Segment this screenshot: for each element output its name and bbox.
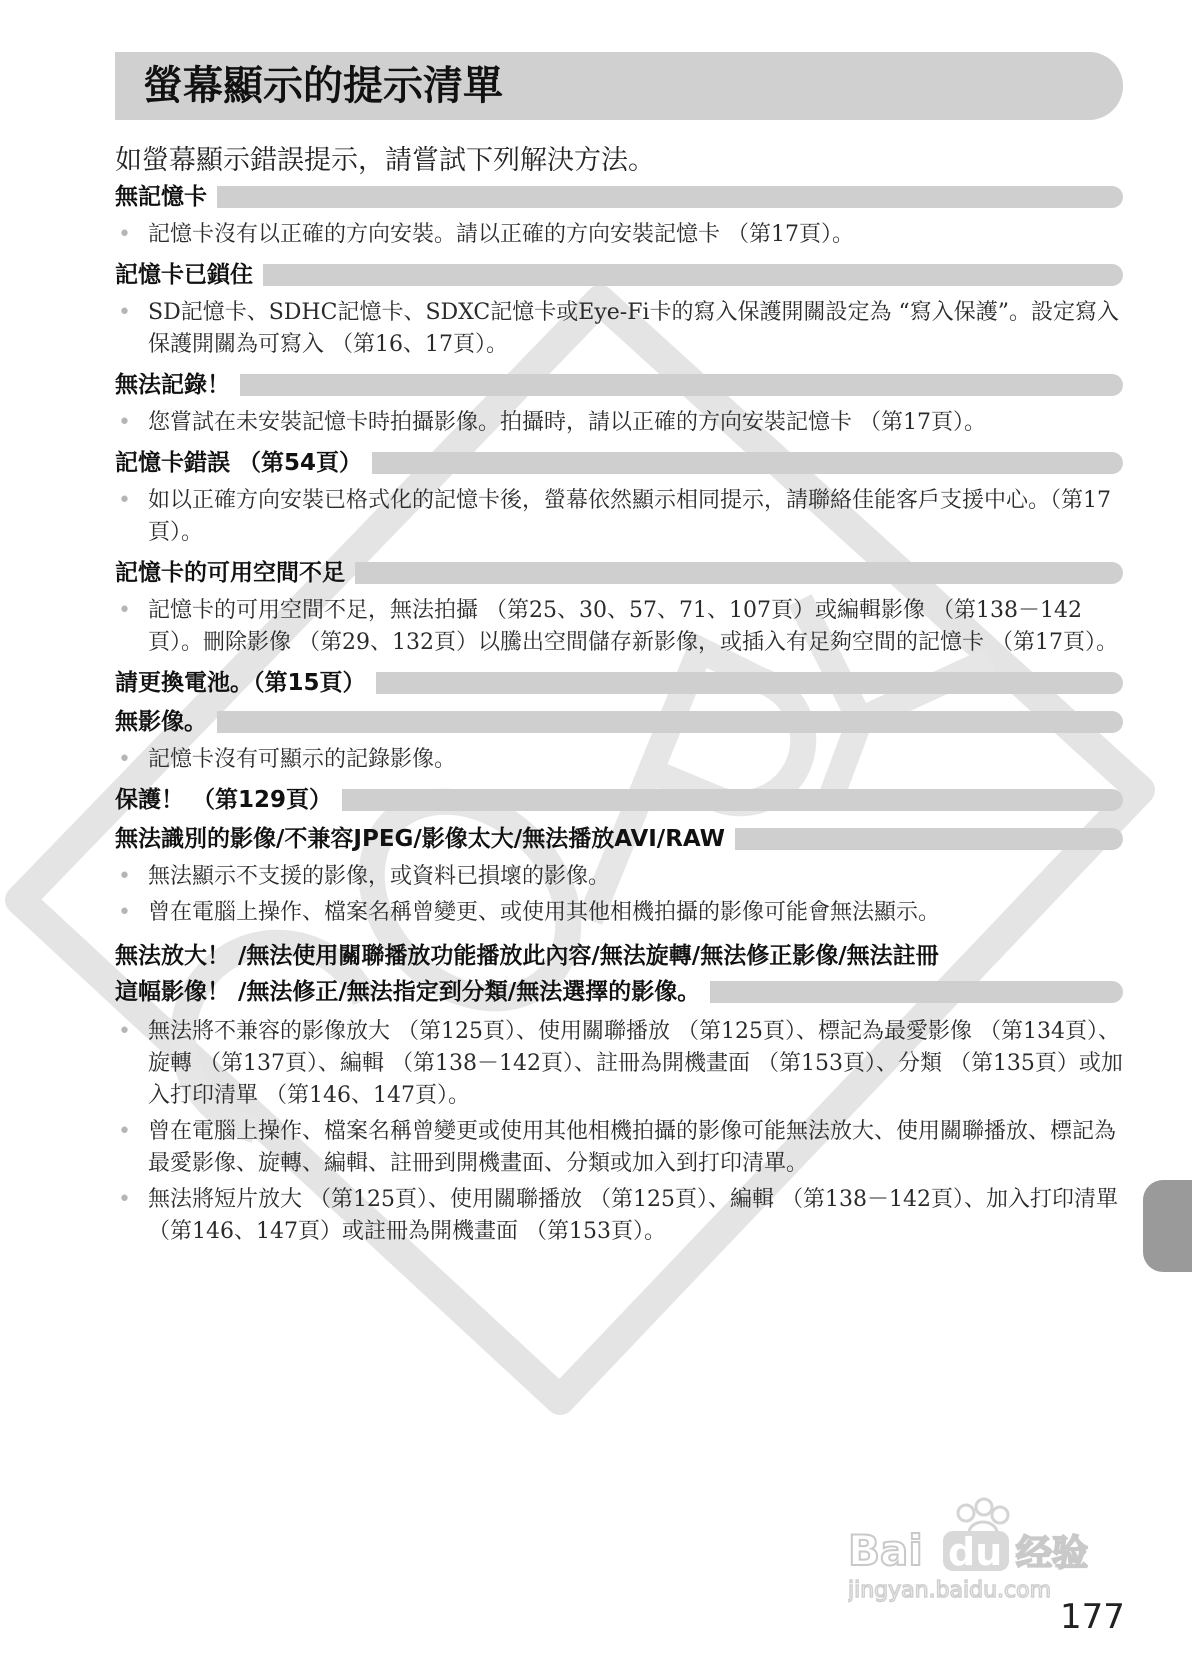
section-heading-line2: 這幅影像！ /無法修正/無法指定到分類/無法選擇的影像。 [115, 979, 701, 1005]
section-heading-bar [376, 672, 1123, 694]
section-heading-bar [217, 711, 1123, 733]
section-heading: 保護！ （第129頁） [115, 787, 333, 813]
bullet-dot-icon: • [118, 598, 131, 623]
section-heading: 無記憶卡 [115, 184, 207, 210]
page-title: 螢幕顯示的提示清單 [143, 63, 503, 109]
section-list [115, 182, 1123, 929]
section-heading-row [115, 448, 1123, 478]
section-heading-row [115, 824, 1123, 854]
svg-text:du: du [948, 1530, 1003, 1574]
section [115, 558, 1123, 659]
bullet-text: 記憶卡沒有可顯示的記錄影像。 [148, 747, 457, 772]
section-heading-bar [355, 562, 1123, 584]
bullet-text: 無法將短片放大 （第125頁）、使用關聯播放 （第125頁）、編輯 （第138－142頁）、加入打印清單 （第146、147頁）或註冊為開機畫面 （第153頁）。 [148, 1187, 1118, 1244]
bullet-list [115, 744, 1123, 776]
bullet-dot-icon: • [118, 864, 131, 889]
bullet-text: 無法顯示不支援的影像，或資料已損壞的影像。 [148, 864, 611, 889]
section-heading-row [115, 558, 1123, 588]
bullet-dot-icon: • [118, 300, 131, 325]
intro-text: 如螢幕顯示錯誤提示，請嘗試下列解決方法。 [115, 145, 655, 176]
section [115, 824, 1123, 929]
bullet-item [115, 219, 1123, 251]
section-heading-row [115, 668, 1123, 698]
bullet-dot-icon: • [118, 1019, 131, 1044]
bullet-text: 曾在電腦上操作、檔案名稱曾變更、或使用其他相機拍攝的影像可能會無法顯示。 [148, 900, 941, 925]
section [115, 785, 1123, 815]
section [115, 668, 1123, 698]
thumb-index-tab [1143, 1180, 1192, 1272]
section-heading-line1: 無法放大！ /無法使用關聯播放功能播放此內容/無法旋轉/無法修正影像/無法註冊 [115, 943, 939, 969]
section-heading-row [115, 370, 1123, 400]
section-heading-bar [710, 981, 1123, 1003]
section-heading-bar [372, 452, 1123, 474]
bullet-list [115, 861, 1123, 929]
section-heading-bar [342, 789, 1123, 811]
section-heading-row [115, 707, 1123, 737]
sections-container [115, 182, 1123, 1257]
bullet-text: SD記憶卡、SDHC記憶卡、SDXC記憶卡或Eye-Fi卡的寫入保護開關設定為 “寫入保護”。設定寫入保護開關為可寫入 （第16、17頁）。 [148, 300, 1119, 357]
bullet-text: 無法將不兼容的影像放大 （第125頁）、使用關聯播放 （第125頁）、標記為最愛影像 （第134頁）、旋轉 （第137頁）、編輯 （第138－142頁）、註冊為開機畫面 （第153頁）、分類 （第135頁）或加入打印清單 （第146、147頁）。 [148, 1019, 1123, 1108]
bullet-item [115, 1116, 1123, 1180]
bullet-text: 記憶卡的可用空間不足，無法拍攝 （第25、30、57、71、107頁）或編輯影像 （第138－142頁）。刪除影像 （第29、132頁）以騰出空間儲存新影像，或插入有足夠空間的記憶卡 （第17頁）。 [148, 598, 1118, 655]
bullet-item [115, 595, 1123, 659]
section [115, 707, 1123, 776]
section-heading: 無法記錄！ [115, 372, 230, 398]
section-heading-row [115, 182, 1123, 212]
bullet-dot-icon: • [118, 1119, 131, 1144]
bullet-dot-icon: • [118, 410, 131, 435]
section-heading: 無影像。 [115, 709, 207, 735]
section-heading: 請更換電池。（第15頁） [115, 670, 366, 696]
bullet-item [115, 861, 1123, 893]
section-heading: 記憶卡已鎖住 [115, 262, 253, 288]
bullet-list [115, 595, 1123, 659]
bullet-list [115, 407, 1123, 439]
section-heading-line2-row [115, 974, 1123, 1010]
bullet-list [115, 1016, 1123, 1248]
bullet-item [115, 485, 1123, 549]
svg-text:Bai: Bai [848, 1526, 923, 1575]
section-heading: 無法識別的影像/不兼容JPEG/影像太大/無法播放AVI/RAW [115, 826, 726, 852]
section [115, 260, 1123, 361]
bullet-item [115, 1184, 1123, 1248]
bullet-text: 記憶卡沒有以正確的方向安裝。請以正確的方向安裝記憶卡 （第17頁）。 [148, 222, 854, 247]
bullet-item [115, 897, 1123, 929]
bullet-list [115, 485, 1123, 549]
bullet-text: 您嘗試在未安裝記憶卡時拍攝影像。拍攝時，請以正確的方向安裝記憶卡 （第17頁）。 [148, 410, 986, 435]
bullet-item [115, 297, 1123, 361]
bullet-item [115, 407, 1123, 439]
bullet-list [115, 219, 1123, 251]
bullet-list [115, 297, 1123, 361]
bullet-dot-icon: • [118, 900, 131, 925]
section-heading-bar [735, 828, 1123, 850]
section-heading-bar [240, 374, 1123, 396]
bullet-text: 如以正確方向安裝已格式化的記憶卡後，螢幕依然顯示相同提示，請聯絡佳能客戶支援中心。（第17頁）。 [148, 488, 1111, 545]
bullet-item [115, 744, 1123, 776]
section-heading: 記憶卡的可用空間不足 [115, 560, 345, 586]
bullet-dot-icon: • [118, 1187, 131, 1212]
section-heading-multiline [115, 938, 1123, 1010]
section [115, 448, 1123, 549]
svg-text:jingyan.baidu.com: jingyan.baidu.com [848, 1578, 1052, 1603]
bullet-dot-icon: • [118, 222, 131, 247]
baidu-jingyan-logo [848, 1495, 1128, 1605]
section-heading-bar [217, 186, 1123, 208]
section-heading-row [115, 785, 1123, 815]
page-number: 177 [1060, 1597, 1125, 1637]
bullet-dot-icon: • [118, 747, 131, 772]
section-heading: 記憶卡錯誤 （第54頁） [115, 450, 363, 476]
section-last [115, 938, 1123, 1248]
svg-text:经验: 经验 [1016, 1533, 1089, 1574]
section [115, 182, 1123, 251]
bullet-text: 曾在電腦上操作、檔案名稱曾變更或使用其他相機拍攝的影像可能無法放大、使用關聯播放、標記為最愛影像、旋轉、編輯、註冊到開機畫面、分類或加入到打印清單。 [148, 1119, 1117, 1176]
section-heading-row [115, 260, 1123, 290]
bullet-dot-icon: • [118, 488, 131, 513]
section-heading-bar [263, 264, 1123, 286]
section [115, 370, 1123, 439]
bullet-item [115, 1016, 1123, 1112]
